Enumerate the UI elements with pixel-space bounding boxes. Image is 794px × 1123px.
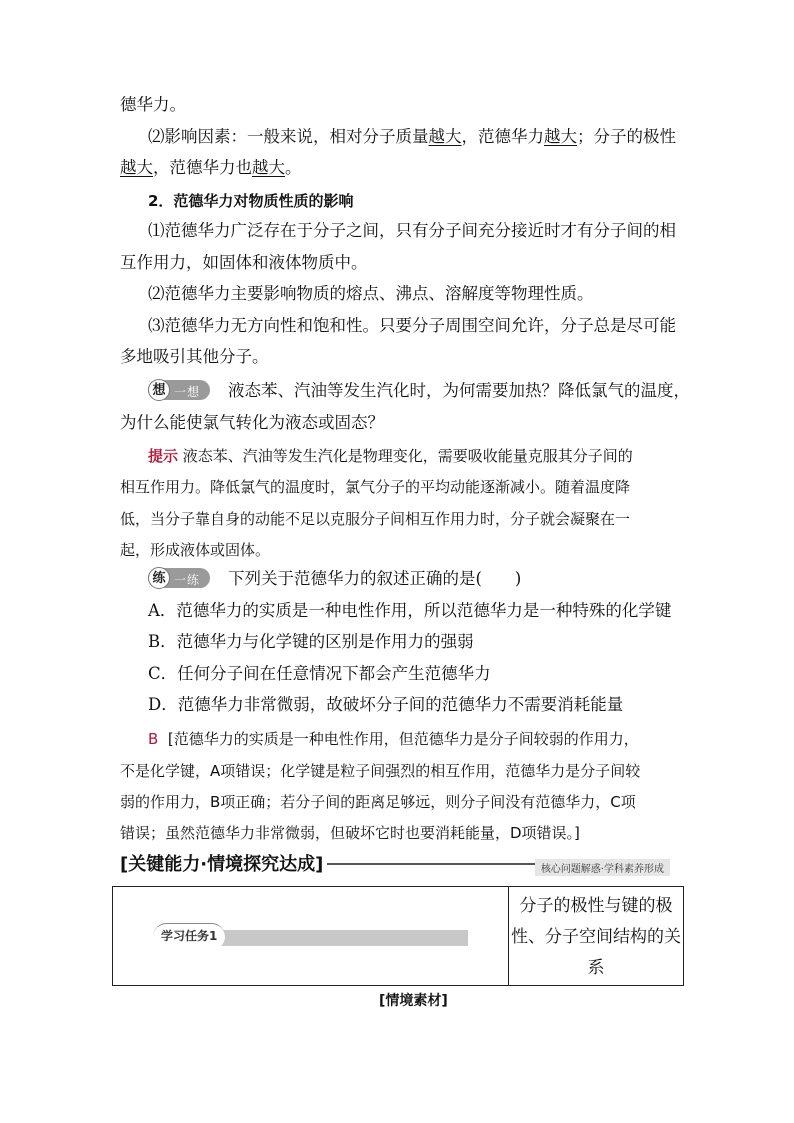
- answer-letter: B: [148, 730, 159, 748]
- practice-question: 下列关于范德华力的叙述正确的是( ): [228, 569, 522, 588]
- think-question-line-1: 液态苯、汽油等发生汽化时，为何需要加热？降低氯气的温度，: [228, 381, 690, 400]
- practice-badge: [148, 568, 210, 588]
- think-question-line-2: 为什么能使氯气转化为液态或固态？: [120, 413, 384, 432]
- task-title-line-3: 系: [587, 958, 605, 978]
- effect-3-line-1: ⑶范德华力无方向性和饱和性。只要分子周围空间允许，分子总是尽可能: [148, 316, 676, 335]
- option-b: B．范德华力与化学键的区别是作用力的强弱: [148, 632, 474, 651]
- task-title-cell: [509, 887, 683, 985]
- material-heading: [情境素材]: [379, 993, 448, 1009]
- answer-line-3: 弱的作用力，B项正确；若分子间的距离足够远，则分子间没有范德华力，C项: [120, 793, 636, 811]
- section-bar: [120, 850, 670, 876]
- option-d: D．范德华力非常微弱，故破坏分子间的范德华力不需要消耗能量: [148, 695, 624, 714]
- task-title-line-2: 性、分子空间结构的关: [511, 927, 681, 947]
- task-label-cell: [113, 887, 509, 985]
- effect-1-line-1: ⑴范德华力广泛存在于分子之间，只有分子间充分接近时才有分子间的相: [148, 221, 676, 240]
- answer-line-1: B [范德华力的实质是一种电性作用，但范德华力是分子间较弱的作用力，: [148, 730, 639, 748]
- hint-line-1: 提示 液态苯、汽油等发生汽化是物理变化，需要吸收能量克服其分子间的: [148, 447, 633, 465]
- factors-line: ⑵影响因素：一般来说，相对分子质量越大，范德华力越大；分子的极性: [148, 127, 676, 146]
- think-badge: [148, 380, 210, 400]
- hint-label: 提示: [148, 447, 179, 465]
- hint-line-3: 低，当分子靠自身的动能不足以克服分子间相互作用力时，分子就会凝聚在一: [120, 510, 631, 528]
- option-a: A．范德华力的实质是一种电性作用，所以范德华力是一种特殊的化学键: [148, 601, 672, 620]
- option-c: C．任何分子间在任意情况下都会产生范德华力: [148, 664, 491, 683]
- section-title: [关键能力·情境探究达成]: [120, 850, 327, 876]
- learning-task-box: [112, 886, 684, 986]
- think-badge-text: 一想: [174, 385, 201, 399]
- effect-3-line-2: 多地吸引其他分子。: [120, 347, 269, 366]
- task-title-line-1: 分子的极性与键的极: [519, 896, 673, 916]
- effect-1-line-2: 互作用力，如固体和液体物质中。: [120, 253, 368, 272]
- practice-badge-char: 练: [148, 567, 170, 589]
- answer-line-4: 错误；虽然范德华力非常微弱，但破坏它时也要消耗能量，D项错误。]: [120, 824, 580, 842]
- think-badge-char: 想: [148, 379, 170, 401]
- hint-line-2: 相互作用力。降低氯气的温度时，氯气分子的平均动能逐渐减小。随着温度降: [120, 478, 631, 496]
- practice-badge-text: 一练: [174, 573, 201, 587]
- factors-line-2: 越大，范德华力也越大。: [120, 158, 302, 177]
- answer-line-2: 不是化学键，A项错误；化学键是粒子间强烈的相互作用，范德华力是分子间较: [120, 762, 641, 780]
- task-label: 学习任务1: [161, 929, 218, 943]
- paragraph-tail: 德华力。: [120, 95, 186, 114]
- effect-2: ⑵范德华力主要影响物质的熔点、沸点、溶解度等物理性质。: [148, 284, 594, 303]
- section-heading-2: 2．范德华力对物质性质的影响: [148, 192, 354, 210]
- section-tag: 核心问题解惑·学科素养形成: [535, 859, 670, 876]
- hint-line-4: 起，形成液体或固体。: [120, 541, 271, 559]
